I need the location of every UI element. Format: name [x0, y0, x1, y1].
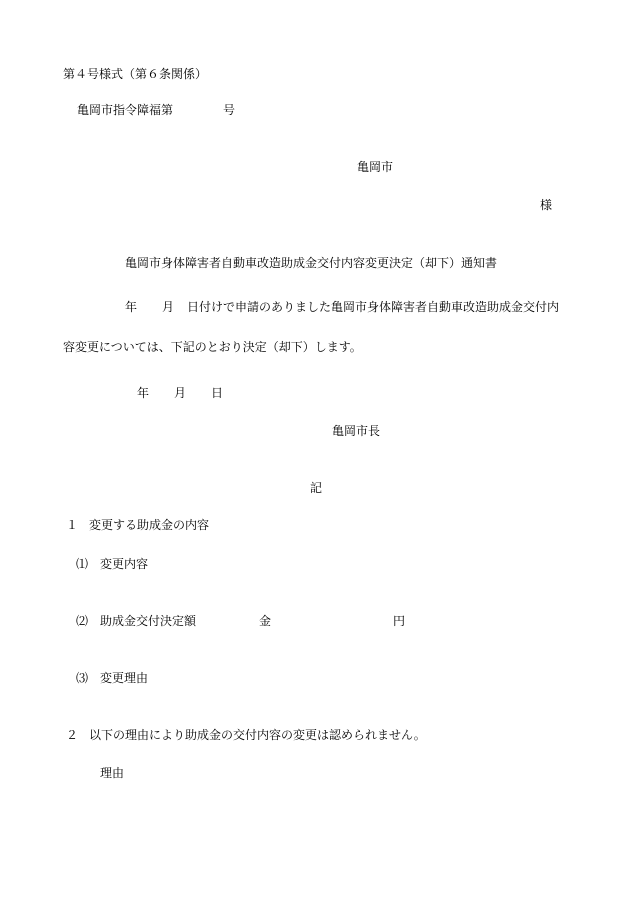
section1-heading: 変更する助成金の内容 [89, 518, 210, 532]
body-year: 年 [125, 300, 138, 314]
document-number-prefix: 亀岡市指令障福第 [77, 103, 174, 117]
form-label: 第４号様式（第６条関係） [63, 67, 208, 81]
item3-label: 変更理由 [100, 671, 149, 685]
body-line2: 容変更については、下記のとおり決定（却下）します。 [63, 340, 362, 354]
section2-heading: 以下の理由により助成金の交付内容の変更は認められません。 [89, 728, 426, 742]
date-month: 月 [174, 386, 187, 400]
item1-number: ⑴ [76, 557, 89, 571]
section1-number: １ [66, 518, 79, 532]
section2-number: ２ [66, 728, 79, 742]
item2-number: ⑵ [76, 614, 89, 628]
body-line1-rest: 日付けで申請のありました亀岡市身体障害者自動車改造助成金交付内 [187, 300, 560, 314]
date-year: 年 [137, 386, 150, 400]
body-month: 月 [162, 300, 175, 314]
item2-kin: 金 [259, 614, 272, 628]
document-number-suffix: 号 [223, 103, 236, 117]
reason-label: 理由 [100, 766, 125, 780]
item1-label: 変更内容 [100, 557, 149, 571]
item2-yen: 円 [393, 614, 406, 628]
honorific: 様 [540, 198, 553, 212]
date-day: 日 [211, 386, 224, 400]
ki-heading: 記 [310, 481, 323, 495]
document-title: 亀岡市身体障害者自動車改造助成金交付内容変更決定（却下）通知書 [125, 256, 498, 270]
item2-label: 助成金交付決定額 [100, 614, 197, 628]
issuer: 亀岡市長 [332, 424, 381, 438]
recipient-city: 亀岡市 [357, 160, 394, 174]
item3-number: ⑶ [76, 671, 89, 685]
